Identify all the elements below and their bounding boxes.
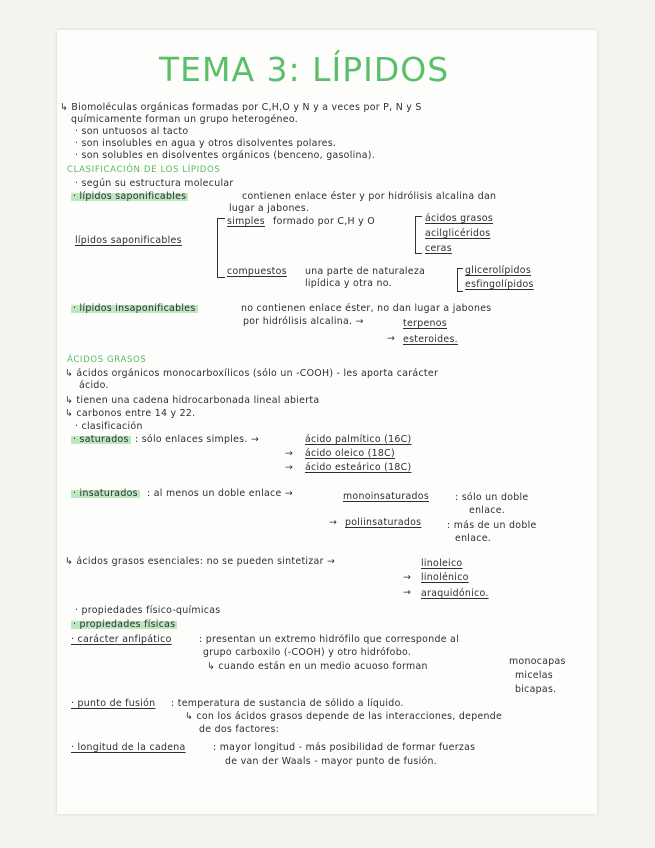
brace [457,268,463,292]
underlined-term: ácido esteárico (18C) [305,462,412,473]
text-line: una parte de naturaleza [305,266,426,277]
brace [415,216,422,254]
underlined-term: ácido palmítico (16C) [305,434,412,445]
arrow: → [329,517,338,528]
highlighted-term: · lípidos insaponificables [73,303,196,314]
text-line: : sólo enlaces simples. → [135,434,260,445]
arrow: → [403,572,412,583]
section-heading: CLASIFICACIÓN DE LOS LÍPIDOS [67,165,221,175]
text-line: enlace. [455,533,492,544]
page-title: TEMA 3: LÍPIDOS [159,50,450,89]
highlighted-term: · lípidos saponificables [73,191,187,202]
underlined-term: glicerolípidos [465,265,532,276]
text-line: : temperatura de sustancia de sólido a líquido. [171,698,404,709]
text-line: de dos factores: [199,724,280,735]
text-line: ácido. [79,380,109,391]
text-line: bicapas. [515,684,557,695]
text-line: ↳ tienen una cadena hidrocarbonada lineal abierta [65,395,320,406]
underlined-term: ácido oleico (18C) [305,448,395,459]
text-line: no contienen enlace éster, no dan lugar a jabones [241,303,492,314]
bullet-item: · son solubles en disolventes orgánicos (benceno, gasolina). [75,150,376,161]
underlined-term: monoinsaturados [343,491,430,502]
brace [217,218,225,278]
underlined-term: ceras [425,243,452,254]
bullet-item: · propiedades físico-químicas [75,605,221,616]
underlined-term: acilglicéridos [425,228,491,239]
underlined-term: terpenos [403,318,447,329]
text-line: : más de un doble [447,520,537,531]
text-line: : sólo un doble [455,492,529,503]
underlined-term: araquidónico. [421,588,489,599]
bullet-item: · clasificación [75,421,143,432]
underlined-term: poliinsaturados [345,517,422,528]
text-line: : al menos un doble enlace → [147,488,293,499]
text-line: por hidrólisis alcalina. → [243,316,364,327]
text-line: ↳ cuando están en un medio acuoso forman [207,661,428,672]
highlighted-term: · saturados [73,434,129,445]
section-heading: ÁCIDOS GRASOS [67,355,147,365]
text-line: : mayor longitud - más posibilidad de formar fuerzas [213,742,476,753]
text-line: micelas [515,670,553,681]
underlined-term: ácidos grasos [425,213,494,224]
text-line: de van der Waals - mayor punto de fusión. [225,756,438,767]
underlined-term: linolénico [421,572,469,583]
bullet-item: · son insolubles en agua y otros disolventes polares. [75,138,337,149]
intro-line: ↳ Biomoléculas orgánicas formadas por C,H,O y N y a veces por P, N y S [60,102,422,113]
intro-line: químicamente forman un grupo heterogéneo. [71,114,299,125]
notebook-page [57,30,597,814]
text-line: formado por C,H y O [273,216,375,227]
underlined-term: linoleico [421,558,463,569]
underlined-term: compuestos [227,266,287,277]
text-line: : presentan un extremo hidrófilo que corresponde al [199,634,459,645]
underlined-term: esteroides. [403,334,458,345]
arrow: → [285,462,294,473]
text-line: lugar a jabones. [229,203,310,214]
arrow: → [387,333,396,344]
highlighted-term: · propiedades físicas [73,619,176,630]
bullet-item: · son untuosos al tacto [75,126,189,137]
text-line: ↳ ácidos grasos esenciales: no se pueden sintetizar → [65,556,336,567]
underlined-term: esfingolípidos [465,279,534,290]
underlined-term: · carácter anfipático [71,634,172,645]
text-line: enlace. [469,505,506,516]
underlined-term: simples [227,216,265,227]
text-line: ↳ con los ácidos grasos depende de las interacciones, depende [185,711,503,722]
arrow: → [403,587,412,598]
arrow: → [285,448,294,459]
underlined-term: lípidos saponificables [75,235,182,246]
highlighted-term: · insaturados [73,488,138,499]
text-line: grupo carboxilo (-COOH) y otro hidrófobo. [203,647,412,658]
underlined-term: · punto de fusión [71,698,156,709]
text-line: lipídica y otra no. [305,278,392,289]
text-line: monocapas [509,656,566,667]
text-line: ↳ ácidos orgánicos monocarboxílicos (sólo un -COOH) - les aporta carácter [65,368,439,379]
text-line: ↳ carbonos entre 14 y 22. [65,408,196,419]
text-line: contienen enlace éster y por hidrólisis alcalina dan [242,191,497,202]
underlined-term: · longitud de la cadena [71,742,186,753]
bullet-item: · según su estructura molecular [75,178,234,189]
